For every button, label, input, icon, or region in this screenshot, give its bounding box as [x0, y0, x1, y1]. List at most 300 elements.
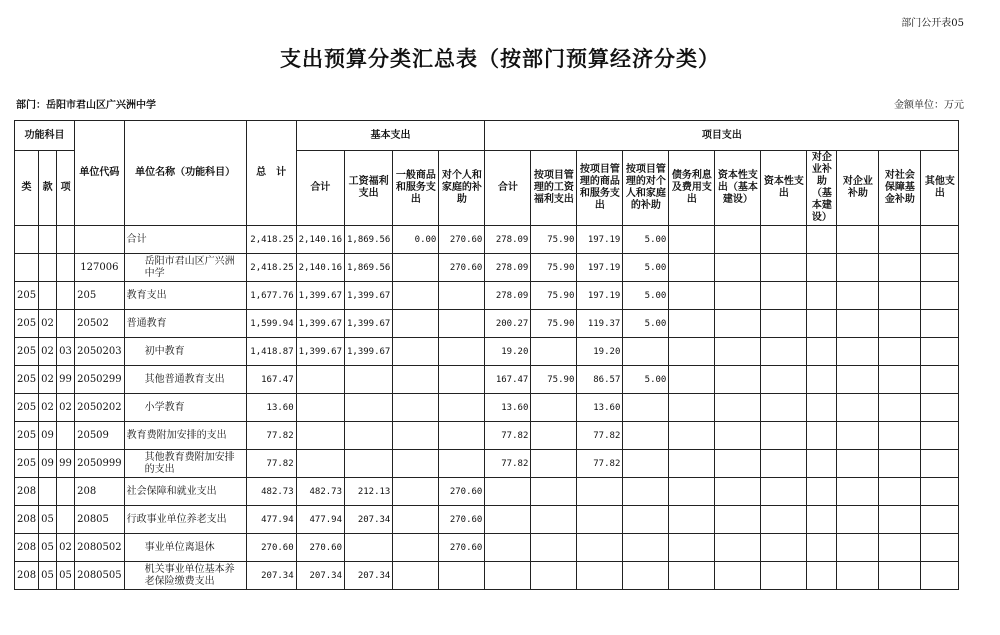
cell-amount: 270.60: [439, 506, 485, 534]
cell-amount: [669, 562, 715, 590]
cell-amount: [531, 506, 577, 534]
cell-unit-name: 教育费附加安排的支出: [124, 422, 246, 450]
cell-amount: [669, 506, 715, 534]
cell-amount: 5.00: [623, 254, 669, 282]
cell-amount: [807, 450, 837, 478]
cell-amount: [715, 310, 761, 338]
cell-amount: [715, 226, 761, 254]
cell-amount: [837, 282, 879, 310]
cell-amount: 482.73: [246, 478, 296, 506]
table-number-label: 部门公开表05: [901, 18, 964, 29]
cell-amount: [921, 394, 959, 422]
cell-amount: [296, 394, 344, 422]
cell-amount: 2,140.16: [296, 226, 344, 254]
cell-kuan: 02: [39, 338, 57, 366]
cell-amount: 1,869.56: [345, 254, 393, 282]
cell-amount: [807, 394, 837, 422]
cell-amount: 2,418.25: [246, 254, 296, 282]
cell-unit-code: 2080505: [75, 562, 125, 590]
cell-amount: 77.82: [485, 422, 531, 450]
cell-amount: [393, 478, 439, 506]
cell-amount: [921, 422, 959, 450]
cell-amount: 119.37: [577, 310, 623, 338]
cell-amount: [393, 394, 439, 422]
cell-unit-name: 事业单位离退休: [124, 534, 246, 562]
cell-amount: [837, 534, 879, 562]
cell-unit-code: 208: [75, 478, 125, 506]
cell-xiang: [57, 254, 75, 282]
cell-lei: 205: [15, 310, 39, 338]
table-row: [15, 310, 959, 338]
cell-amount: [921, 506, 959, 534]
cell-amount: [807, 254, 837, 282]
cell-amount: [715, 394, 761, 422]
cell-amount: [715, 478, 761, 506]
cell-amount: [577, 506, 623, 534]
cell-amount: [393, 282, 439, 310]
cell-amount: [879, 282, 921, 310]
table-row: [15, 338, 959, 366]
header-project-col: 按项目管理的对个人和家庭的补助: [623, 151, 669, 226]
cell-amount: [623, 450, 669, 478]
table-row: [15, 534, 959, 562]
cell-amount: 270.60: [439, 254, 485, 282]
cell-amount: [623, 478, 669, 506]
cell-amount: [439, 282, 485, 310]
table-row: [15, 506, 959, 534]
cell-amount: 75.90: [531, 254, 577, 282]
header-project-col: 资本性支出（基本建设）: [715, 151, 761, 226]
cell-unit-code: 127006: [75, 254, 125, 282]
cell-amount: [623, 562, 669, 590]
cell-amount: [715, 282, 761, 310]
cell-unit-name: 教育支出: [124, 282, 246, 310]
cell-xiang: 99: [57, 366, 75, 394]
table-row: [15, 478, 959, 506]
cell-amount: [837, 394, 879, 422]
cell-amount: 477.94: [246, 506, 296, 534]
cell-unit-name: 社会保障和就业支出: [124, 478, 246, 506]
cell-unit-code: 2080502: [75, 534, 125, 562]
cell-amount: [807, 366, 837, 394]
cell-unit-name: 初中教育: [124, 338, 246, 366]
cell-lei: 205: [15, 282, 39, 310]
cell-amount: [393, 310, 439, 338]
cell-amount: [807, 562, 837, 590]
cell-amount: [439, 366, 485, 394]
cell-amount: [439, 562, 485, 590]
cell-amount: [345, 422, 393, 450]
header-project-col: 对企业补助（基本建设）: [807, 151, 837, 226]
cell-amount: [485, 478, 531, 506]
cell-amount: [807, 422, 837, 450]
cell-amount: [715, 338, 761, 366]
header-project-col: 对社会保障基金补助: [879, 151, 921, 226]
cell-amount: 1,399.67: [345, 282, 393, 310]
header-kuan: 款: [39, 151, 57, 226]
cell-amount: [669, 450, 715, 478]
cell-amount: 1,418.87: [246, 338, 296, 366]
cell-amount: [761, 450, 807, 478]
cell-unit-name: 小学教育: [124, 394, 246, 422]
cell-kuan: [39, 254, 57, 282]
cell-unit-name: 合计: [124, 226, 246, 254]
cell-xiang: [57, 282, 75, 310]
cell-amount: [807, 226, 837, 254]
cell-amount: [485, 562, 531, 590]
cell-amount: 75.90: [531, 282, 577, 310]
cell-amount: [879, 366, 921, 394]
cell-xiang: 99: [57, 450, 75, 478]
cell-unit-name: 其他普通教育支出: [124, 366, 246, 394]
cell-amount: [296, 450, 344, 478]
cell-amount: [577, 534, 623, 562]
table-row: [15, 394, 959, 422]
cell-amount: 167.47: [485, 366, 531, 394]
cell-amount: 1,399.67: [345, 310, 393, 338]
cell-amount: 270.60: [439, 226, 485, 254]
cell-xiang: [57, 422, 75, 450]
cell-amount: [807, 310, 837, 338]
cell-amount: [921, 338, 959, 366]
cell-amount: 278.09: [485, 254, 531, 282]
cell-amount: [439, 338, 485, 366]
cell-amount: 5.00: [623, 366, 669, 394]
cell-amount: 77.82: [485, 450, 531, 478]
cell-amount: 13.60: [485, 394, 531, 422]
header-basic-expenditure: 基本支出: [296, 121, 485, 151]
table-row: [15, 282, 959, 310]
cell-amount: 200.27: [485, 310, 531, 338]
cell-xiang: 03: [57, 338, 75, 366]
cell-xiang: 02: [57, 394, 75, 422]
cell-amount: [879, 478, 921, 506]
cell-amount: 197.19: [577, 226, 623, 254]
table-row: [15, 226, 959, 254]
cell-amount: 212.13: [345, 478, 393, 506]
cell-amount: [879, 562, 921, 590]
cell-xiang: [57, 226, 75, 254]
cell-amount: 13.60: [577, 394, 623, 422]
cell-lei: [15, 226, 39, 254]
cell-amount: [531, 534, 577, 562]
table-row: [15, 422, 959, 450]
cell-amount: [577, 562, 623, 590]
cell-amount: [807, 338, 837, 366]
cell-amount: 77.82: [246, 422, 296, 450]
cell-amount: [761, 562, 807, 590]
cell-amount: [669, 338, 715, 366]
cell-amount: 482.73: [296, 478, 344, 506]
cell-amount: [921, 366, 959, 394]
cell-lei: 208: [15, 534, 39, 562]
cell-unit-name: 机关事业单位基本养老保险缴费支出: [124, 562, 246, 590]
page-title: 支出预算分类汇总表（按部门预算经济分类）: [280, 46, 720, 71]
table-row: [15, 254, 959, 282]
cell-amount: [761, 422, 807, 450]
cell-amount: [715, 422, 761, 450]
cell-lei: [15, 254, 39, 282]
cell-kuan: [39, 226, 57, 254]
cell-amount: 1,599.94: [246, 310, 296, 338]
header-unit-code: 单位代码: [75, 121, 125, 226]
cell-kuan: 09: [39, 422, 57, 450]
cell-kuan: 05: [39, 562, 57, 590]
cell-amount: [439, 310, 485, 338]
header-xiang: 项: [57, 151, 75, 226]
amount-unit-label: 金额单位：万元: [894, 100, 964, 111]
cell-xiang: 02: [57, 534, 75, 562]
cell-amount: [837, 478, 879, 506]
cell-amount: [715, 450, 761, 478]
cell-unit-code: 2050299: [75, 366, 125, 394]
header-project-col: 对企业补助: [837, 151, 879, 226]
cell-amount: 1,399.67: [296, 310, 344, 338]
cell-amount: [761, 478, 807, 506]
cell-amount: 477.94: [296, 506, 344, 534]
cell-amount: 86.57: [577, 366, 623, 394]
cell-amount: 197.19: [577, 282, 623, 310]
cell-amount: [879, 310, 921, 338]
cell-amount: [921, 534, 959, 562]
cell-amount: 207.34: [296, 562, 344, 590]
cell-amount: [761, 506, 807, 534]
cell-amount: [439, 394, 485, 422]
cell-amount: [879, 450, 921, 478]
cell-amount: [837, 450, 879, 478]
cell-amount: 1,399.67: [296, 282, 344, 310]
cell-amount: [879, 254, 921, 282]
cell-amount: 5.00: [623, 282, 669, 310]
header-project-col: 资本性支出: [761, 151, 807, 226]
cell-amount: 207.34: [345, 562, 393, 590]
cell-amount: [921, 254, 959, 282]
cell-lei: 208: [15, 562, 39, 590]
cell-unit-name: 行政事业单位养老支出: [124, 506, 246, 534]
cell-amount: [879, 534, 921, 562]
cell-amount: [807, 282, 837, 310]
header-project-col: 按项目管理的工资福利支出: [531, 151, 577, 226]
cell-amount: [393, 338, 439, 366]
cell-amount: 1,399.67: [345, 338, 393, 366]
cell-amount: [393, 506, 439, 534]
cell-unit-code: 2050999: [75, 450, 125, 478]
cell-amount: 75.90: [531, 226, 577, 254]
cell-amount: [715, 506, 761, 534]
header-project-col: 合计: [485, 151, 531, 226]
cell-unit-code: 20502: [75, 310, 125, 338]
cell-amount: [485, 534, 531, 562]
cell-lei: 208: [15, 506, 39, 534]
cell-unit-name: 岳阳市君山区广兴洲中学: [124, 254, 246, 282]
cell-amount: [345, 394, 393, 422]
cell-amount: 75.90: [531, 310, 577, 338]
header-lei: 类: [15, 151, 39, 226]
cell-amount: [837, 338, 879, 366]
cell-amount: 0.00: [393, 226, 439, 254]
cell-amount: [879, 506, 921, 534]
cell-amount: [531, 478, 577, 506]
cell-lei: 205: [15, 450, 39, 478]
cell-kuan: 02: [39, 310, 57, 338]
cell-amount: [837, 254, 879, 282]
cell-amount: [879, 422, 921, 450]
cell-amount: 167.47: [246, 366, 296, 394]
cell-amount: [837, 366, 879, 394]
cell-amount: [837, 226, 879, 254]
cell-amount: [669, 534, 715, 562]
cell-amount: [485, 506, 531, 534]
cell-amount: [761, 310, 807, 338]
header-basic-col: 对个人和家庭的补助: [439, 151, 485, 226]
header-unit-name: 单位名称（功能科目）: [124, 121, 246, 226]
cell-amount: [623, 534, 669, 562]
cell-amount: [761, 282, 807, 310]
header-total: 总 计: [246, 121, 296, 226]
cell-amount: [393, 366, 439, 394]
cell-amount: [807, 534, 837, 562]
cell-amount: [761, 534, 807, 562]
cell-amount: [393, 450, 439, 478]
cell-amount: [623, 338, 669, 366]
cell-xiang: [57, 478, 75, 506]
cell-amount: 278.09: [485, 226, 531, 254]
header-project-col: 债务利息及费用支出: [669, 151, 715, 226]
cell-amount: 1,677.76: [246, 282, 296, 310]
cell-amount: [439, 422, 485, 450]
cell-amount: [531, 338, 577, 366]
cell-amount: [393, 562, 439, 590]
cell-amount: [761, 366, 807, 394]
cell-kuan: 02: [39, 366, 57, 394]
expenditure-summary-table: [14, 120, 959, 590]
cell-amount: [761, 226, 807, 254]
cell-amount: 270.60: [439, 478, 485, 506]
cell-amount: 1,399.67: [296, 338, 344, 366]
cell-amount: [715, 254, 761, 282]
cell-kuan: 02: [39, 394, 57, 422]
table-row: [15, 366, 959, 394]
header-project-col: 按项目管理的商品和服务支出: [577, 151, 623, 226]
cell-amount: [531, 450, 577, 478]
cell-amount: [879, 338, 921, 366]
cell-amount: [577, 478, 623, 506]
cell-xiang: [57, 506, 75, 534]
cell-amount: 2,418.25: [246, 226, 296, 254]
cell-kuan: 09: [39, 450, 57, 478]
cell-amount: 75.90: [531, 366, 577, 394]
cell-amount: [715, 366, 761, 394]
cell-kuan: 05: [39, 534, 57, 562]
cell-amount: [623, 394, 669, 422]
department-label: 部门：岳阳市君山区广兴洲中学: [16, 100, 156, 111]
cell-amount: [879, 226, 921, 254]
cell-amount: 77.82: [577, 422, 623, 450]
cell-lei: 208: [15, 478, 39, 506]
cell-amount: 270.60: [296, 534, 344, 562]
cell-amount: 207.34: [246, 562, 296, 590]
cell-amount: [531, 422, 577, 450]
cell-amount: 207.34: [345, 506, 393, 534]
cell-unit-name: 其他教育费附加安排的支出: [124, 450, 246, 478]
cell-amount: [669, 254, 715, 282]
header-function-subject: 功能科目: [15, 121, 75, 151]
cell-amount: [669, 226, 715, 254]
cell-amount: [393, 254, 439, 282]
cell-amount: [921, 310, 959, 338]
cell-unit-code: [75, 226, 125, 254]
cell-lei: 205: [15, 394, 39, 422]
cell-kuan: [39, 282, 57, 310]
header-basic-col: 合计: [296, 151, 344, 226]
cell-unit-name: 普通教育: [124, 310, 246, 338]
cell-amount: [837, 310, 879, 338]
cell-amount: [296, 366, 344, 394]
cell-amount: 1,869.56: [345, 226, 393, 254]
cell-amount: [531, 562, 577, 590]
header-basic-col: 工资福利支出: [345, 151, 393, 226]
cell-amount: [345, 366, 393, 394]
header-basic-col: 一般商品和服务支出: [393, 151, 439, 226]
cell-amount: [393, 422, 439, 450]
cell-amount: [807, 478, 837, 506]
cell-unit-code: 20509: [75, 422, 125, 450]
cell-amount: 77.82: [246, 450, 296, 478]
cell-unit-code: 2050202: [75, 394, 125, 422]
cell-amount: [837, 562, 879, 590]
cell-amount: 77.82: [577, 450, 623, 478]
cell-xiang: [57, 310, 75, 338]
cell-amount: 270.60: [439, 534, 485, 562]
cell-amount: [345, 534, 393, 562]
header-project-col: 其他支出: [921, 151, 959, 226]
cell-amount: [879, 394, 921, 422]
cell-amount: [669, 282, 715, 310]
cell-amount: [531, 394, 577, 422]
cell-amount: [761, 254, 807, 282]
cell-amount: 19.20: [485, 338, 531, 366]
cell-amount: 5.00: [623, 310, 669, 338]
cell-lei: 205: [15, 366, 39, 394]
cell-amount: [921, 478, 959, 506]
cell-amount: [761, 394, 807, 422]
cell-amount: [921, 282, 959, 310]
cell-amount: [807, 506, 837, 534]
cell-amount: [669, 478, 715, 506]
cell-xiang: 05: [57, 562, 75, 590]
cell-amount: [345, 450, 393, 478]
cell-amount: [715, 534, 761, 562]
cell-amount: [837, 422, 879, 450]
cell-amount: [921, 562, 959, 590]
cell-lei: 205: [15, 338, 39, 366]
cell-kuan: 05: [39, 506, 57, 534]
cell-amount: [669, 310, 715, 338]
cell-amount: [715, 562, 761, 590]
header-project-expenditure: 项目支出: [485, 121, 959, 151]
cell-amount: [296, 422, 344, 450]
cell-amount: [623, 506, 669, 534]
cell-amount: [761, 338, 807, 366]
cell-amount: [669, 366, 715, 394]
cell-amount: 197.19: [577, 254, 623, 282]
cell-amount: [393, 534, 439, 562]
cell-amount: [921, 450, 959, 478]
cell-amount: [669, 422, 715, 450]
cell-amount: [439, 450, 485, 478]
cell-amount: 5.00: [623, 226, 669, 254]
table-row: [15, 562, 959, 590]
